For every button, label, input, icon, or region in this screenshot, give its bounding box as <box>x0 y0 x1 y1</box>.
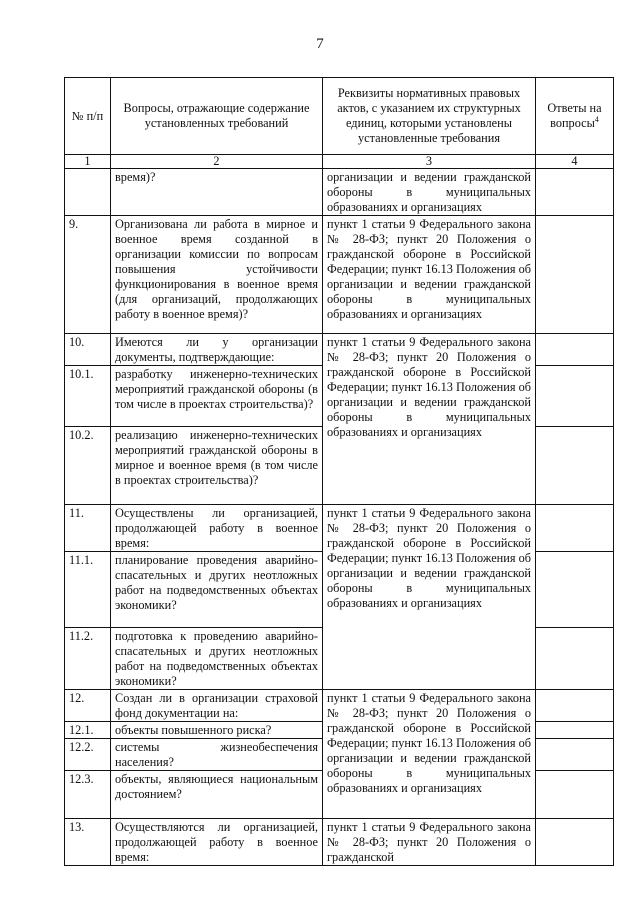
table-header-row <box>65 78 614 155</box>
question-text: планирование проведения аварийно-спасательных и других неотложных работ на подведомственных объектах экономики? <box>111 552 323 628</box>
column-index: 3 <box>323 155 536 169</box>
column-index: 4 <box>536 155 614 169</box>
column-index: 1 <box>65 155 111 169</box>
legal-reference: организации и ведении гражданской обороны в муниципальных образованиях и организациях <box>323 169 536 216</box>
header-questions: Вопросы, отражающие содержание установленных требований <box>111 78 323 155</box>
page-number: 7 <box>316 36 324 52</box>
legal-reference: пункт 1 статьи 9 Федерального закона № 28-ФЗ; пункт 20 Положения о гражданской обороне в Российской Федерации; пункт 16.13 Положения об организации и ведении гражданской обороны в муниципальных образованиях и организациях <box>323 505 536 690</box>
legal-reference: пункт 1 статьи 9 Федерального закона № 28-ФЗ; пункт 20 Положения о гражданской обороне в Российской Федерации; пункт 16.13 Положения об организации и ведении гражданской обороны в муниципальных образованиях и организациях <box>323 690 536 819</box>
answer-cell[interactable] <box>536 628 614 690</box>
row-number: 10.1. <box>65 366 111 427</box>
header-answers-label: Ответы на вопросы <box>547 101 602 130</box>
row-number: 12.2. <box>65 739 111 771</box>
question-text: Организована ли работа в мирное и военное время созданной в организации комиссии по вопросам повышения устойчивости функционирования в военное время (для организаций, продолжающих работу в военное время)? <box>111 216 323 334</box>
requirements-table <box>64 77 614 866</box>
row-number: 11. <box>65 505 111 552</box>
answer-cell[interactable] <box>536 427 614 505</box>
row-number: 13. <box>65 819 111 866</box>
table-row <box>65 690 614 722</box>
answer-cell[interactable] <box>536 819 614 866</box>
row-number: 10.2. <box>65 427 111 505</box>
answer-cell[interactable] <box>536 216 614 334</box>
answer-cell[interactable] <box>536 505 614 552</box>
question-text: время)? <box>111 169 323 216</box>
table-row <box>65 819 614 866</box>
table-row <box>65 505 614 552</box>
question-text: объекты, являющиеся национальным достоянием? <box>111 771 323 819</box>
header-legal-acts: Реквизиты нормативных правовых актов, с указанием их структурных единиц, которыми установлены установленные требования <box>323 78 536 155</box>
header-answers <box>536 78 614 155</box>
table-row <box>65 169 614 216</box>
question-text: Осуществлены ли организацией, продолжающей работу в военное время: <box>111 505 323 552</box>
table-row <box>65 216 614 334</box>
footnote-marker: 4 <box>594 114 599 124</box>
answer-cell[interactable] <box>536 334 614 366</box>
row-number: 9. <box>65 216 111 334</box>
answer-cell[interactable] <box>536 690 614 722</box>
answer-cell[interactable] <box>536 771 614 819</box>
question-text: Осуществляются ли организацией, продолжающей работу в военное время: <box>111 819 323 866</box>
row-number <box>65 169 111 216</box>
answer-cell[interactable] <box>536 722 614 739</box>
question-text: системы жизнеобеспечения населения? <box>111 739 323 771</box>
column-index: 2 <box>111 155 323 169</box>
legal-reference: пункт 1 статьи 9 Федерального закона № 28-ФЗ; пункт 20 Положения о гражданской обороне в Российской Федерации; пункт 16.13 Положения об организации и ведении гражданской обороны в муниципальных образованиях и организациях <box>323 216 536 334</box>
answer-cell[interactable] <box>536 739 614 771</box>
legal-reference: пункт 1 статьи 9 Федерального закона № 28-ФЗ; пункт 20 Положения о гражданской <box>323 819 536 866</box>
question-text: объекты повышенного риска? <box>111 722 323 739</box>
legal-reference: пункт 1 статьи 9 Федерального закона № 28-ФЗ; пункт 20 Положения о гражданской обороне в Российской Федерации; пункт 16.13 Положения об организации и ведении гражданской обороны в муниципальных образованиях и организациях <box>323 334 536 505</box>
row-number: 12. <box>65 690 111 722</box>
row-number: 11.1. <box>65 552 111 628</box>
table-row <box>65 334 614 366</box>
question-text: подготовка к проведению аварийно-спасательных и других неотложных работ на подведомственных объектах экономики? <box>111 628 323 690</box>
row-number: 10. <box>65 334 111 366</box>
row-number: 12.1. <box>65 722 111 739</box>
answer-cell[interactable] <box>536 366 614 427</box>
column-index-row <box>65 155 614 169</box>
question-text: Создан ли в организации страховой фонд документации на: <box>111 690 323 722</box>
answer-cell[interactable] <box>536 169 614 216</box>
row-number: 11.2. <box>65 628 111 690</box>
answer-cell[interactable] <box>536 552 614 628</box>
header-number: № п/п <box>65 78 111 155</box>
question-text: разработку инженерно-технических мероприятий гражданской обороны (в том числе в проектах строительства)? <box>111 366 323 427</box>
row-number: 12.3. <box>65 771 111 819</box>
question-text: реализацию инженерно-технических мероприятий гражданской обороны в мирное и военное время (в том числе в проектах строительства)? <box>111 427 323 505</box>
question-text: Имеются ли у организации документы, подтверждающие: <box>111 334 323 366</box>
